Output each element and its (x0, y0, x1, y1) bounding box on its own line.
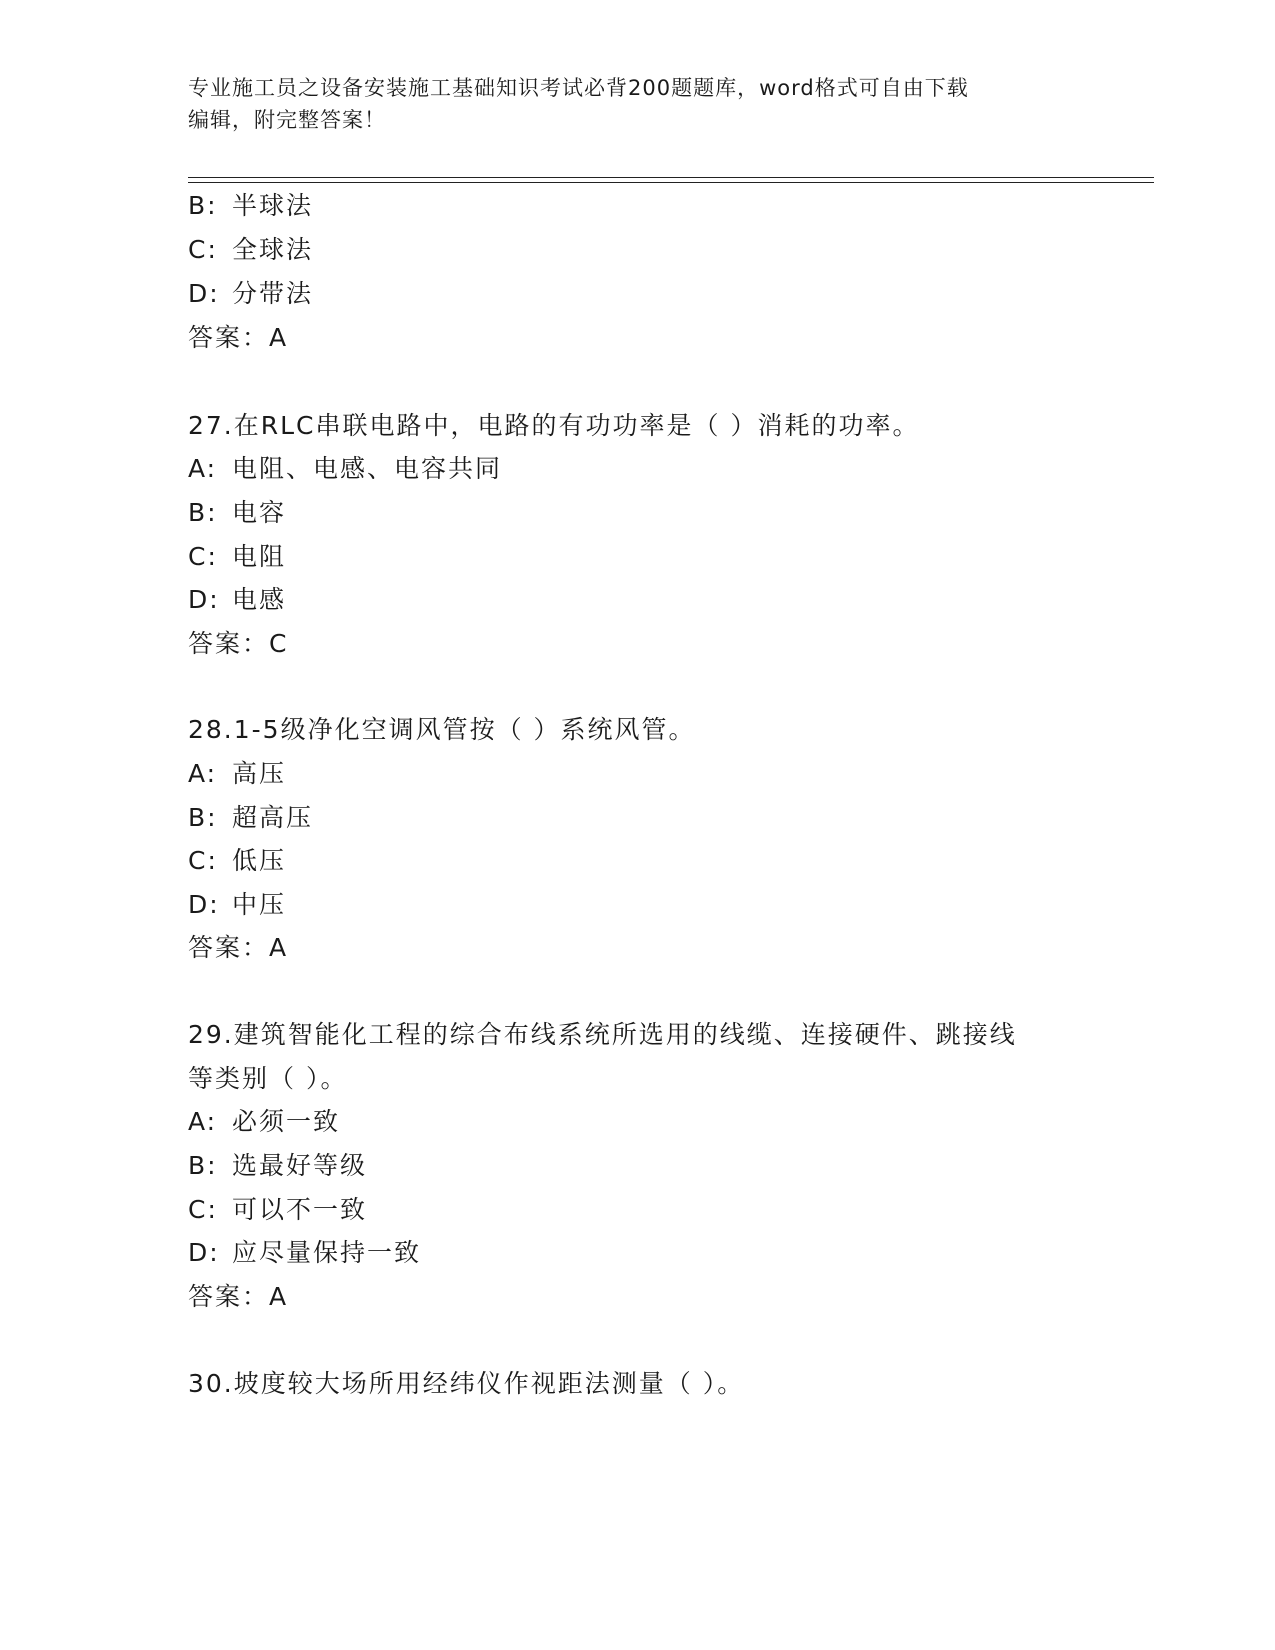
header-line-1: 专业施工员之设备安装施工基础知识考试必背200题题库，word格式可自由下载 (188, 76, 969, 100)
header-line-2: 编辑，附完整答案！ (188, 108, 386, 132)
option-letter: D: (188, 890, 220, 919)
option-b (188, 190, 313, 222)
question-28-stem: 28.1-5级净化空调风管按（ ）系统风管。 (188, 715, 696, 744)
answer-line: 答案：A (188, 1282, 289, 1311)
option-letter: C: (188, 1195, 218, 1224)
option-letter: B: (188, 1151, 218, 1180)
question-30-stem: 30.坡度较大场所用经纬仪作视距法测量（ ）。 (188, 1369, 745, 1398)
question-27-stem: 27.在RLC串联电路中，电路的有功功率是（ ）消耗的功率。 (188, 411, 920, 440)
option-c (188, 234, 313, 266)
option-letter: A: (188, 759, 218, 788)
answer-line: 答案：A (188, 933, 289, 962)
answer-line: 答案：A (188, 323, 289, 352)
option-text: 电感 (232, 585, 287, 614)
option-b (188, 497, 286, 529)
option-d (188, 1237, 421, 1269)
option-letter: D: (188, 585, 220, 614)
option-c (188, 1194, 367, 1226)
question-29-stem-line-2: 等类别（ ）。 (188, 1064, 348, 1093)
document-header (188, 72, 1088, 136)
option-text: 应尽量保持一致 (232, 1238, 422, 1267)
option-letter: C: (188, 235, 218, 264)
option-a (188, 758, 286, 790)
header-divider-top (188, 177, 1154, 178)
option-text: 半球法 (232, 191, 314, 220)
option-b (188, 802, 313, 834)
option-a (188, 453, 502, 485)
option-letter: C: (188, 542, 218, 571)
option-text: 超高压 (232, 803, 314, 832)
option-b (188, 1150, 367, 1182)
option-letter: B: (188, 803, 218, 832)
answer-line: 答案：C (188, 629, 289, 658)
option-text: 必须一致 (232, 1107, 341, 1136)
option-letter: A: (188, 454, 218, 483)
option-letter: D: (188, 1238, 220, 1267)
option-text: 电阻 (232, 542, 287, 571)
option-letter: A: (188, 1107, 218, 1136)
question-29-stem-line-1: 29.建筑智能化工程的综合布线系统所选用的线缆、连接硬件、跳接线 (188, 1020, 1017, 1049)
option-d (188, 584, 286, 616)
option-d (188, 278, 313, 310)
option-text: 全球法 (232, 235, 314, 264)
option-text: 选最好等级 (232, 1151, 368, 1180)
option-text: 可以不一致 (232, 1195, 368, 1224)
option-text: 电容 (232, 498, 287, 527)
option-letter: B: (188, 191, 218, 220)
option-text: 电阻、电感、电容共同 (232, 454, 503, 483)
option-letter: C: (188, 846, 218, 875)
option-letter: D: (188, 279, 220, 308)
option-d (188, 889, 286, 921)
option-text: 分带法 (232, 279, 314, 308)
option-text: 低压 (232, 846, 287, 875)
option-c (188, 845, 286, 877)
option-text: 高压 (232, 759, 287, 788)
option-text: 中压 (232, 890, 287, 919)
header-divider-bottom (188, 182, 1154, 183)
option-a (188, 1106, 340, 1138)
option-letter: B: (188, 498, 218, 527)
option-c (188, 541, 286, 573)
